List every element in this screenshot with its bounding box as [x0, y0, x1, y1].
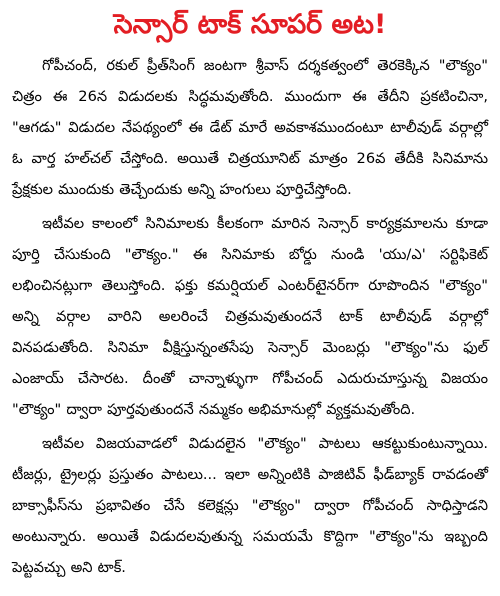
- article-headline: సెన్సార్ టాక్ సూపర్ అట!: [113, 9, 387, 40]
- article-paragraph-1: గోపీచంద్, రకుల్ ప్రీత్‌సింగ్ జంటగా శ్రీవాస్ దర్శకత్వంలో తెరకెక్కిన "లౌక్యం" చిత్రం ఈ 26న విడుదలకు సిద్ధమవుతోంది. ముందుగా ఈ తేదీని ప్రకటించినా, "ఆగడు" విడుదల నేపథ్యంలో ఈ డేట్ మారే అవకాశముందంటూ టాలీవుడ్ వర్గాల్లో ఓ వార్త హల్‌చల్ చేస్తోంది. అయితే చిత్రయూనిట్ మాత్రం 26వ తేదీకి సినిమాను ప్రేక్షకుల ముందుకు తెచ్చేందుకు అన్ని హంగులు పూర్తిచేస్తోంది.: [12, 57, 488, 198]
- article-paragraph-2: ఇటీవల కాలంలో సినిమాలకు కీలకంగా మారిన సెన్సార్ కార్యక్రమాలను కూడా పూర్తి చేసుకుంది "లౌక్యం." ఈ సినిమాకు బోర్డు నుండి 'యు/ఎ' సర్టిఫికెట్ లభించినట్లుగా తెలుస్తోంది. ఫక్తు కమర్షియల్ ఎంటర్‌టైనర్‌గా రూపొందిన "లౌక్యం" అన్ని వర్గాల వారిని అలరించే చిత్రమవుతుందనే టాక్ టాలీవుడ్ వర్గాల్లో వినపడుతోంది. సినిమా వీక్షిస్తున్నంతసేపు సెన్సార్ మెంబర్లు "లౌక్యం"ను ఫుల్ ఎంజాయ్ చేసారట. దీంతో చాన్నాళ్ళుగా గోపీచంద్ ఎదురుచూస్తున్న విజయం "లౌక్యం" ద్వారా పూర్తవుతుందనే నమ్మకం అభిమానుల్లో వ్యక్తమవుతోంది.: [12, 215, 488, 418]
- article-paragraph-3: ఇటీవల విజయవాడలో విడుదలైన "లౌక్యం" పాటలు ఆకట్టుకుంటున్నాయి. టీజర్లు, ట్రైలర్లు ప్రస్తుతం పాటలు... ఇలా అన్నింటికి పాజిటివ్ ఫీడ్‌బ్యాక్ రావడంతో బాక్సాఫీస్‌ను ప్రభావితం చేసే కలెక్షన్లు "లౌక్యం" ద్వారా గోపీచంద్ సాధిస్తాడని అంటున్నారు. అయితే విడుదలవుతున్న సమయమే కొద్దిగా "లౌక్యం"ను ఇబ్బంది పెట్టవచ్చు అని టాక్.: [12, 435, 488, 576]
